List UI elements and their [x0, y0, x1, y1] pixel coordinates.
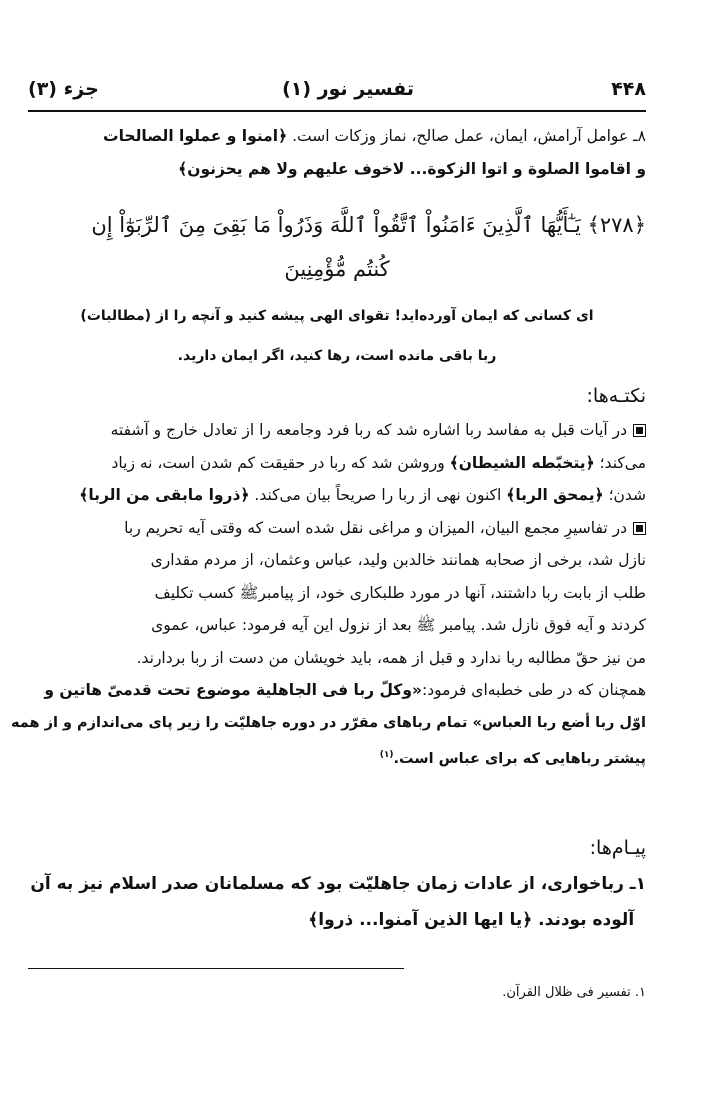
message-quote: ﴿یا ایها الذین آمنوا... ذروا﴾ [308, 910, 533, 930]
footnote-divider [28, 968, 404, 969]
note-2-line-1 [28, 512, 646, 545]
note-2-line-8 [28, 739, 646, 772]
messages-heading: پیـام‌ها: [589, 837, 646, 859]
note-text: شدن؛ [608, 486, 646, 504]
message-text: آلوده بودند. [538, 910, 635, 930]
note-quote: «وکلّ ربا فی الجاهلیة موضوع تحت قدمیّ هاتین و [44, 681, 422, 699]
notes-heading: نکتـه‌ها: [586, 385, 646, 407]
note-text: اکنون نهی از ربا را صریحاً بیان می‌کند. [254, 486, 502, 504]
item-8 [28, 120, 646, 186]
note-quote: ﴿یتخبّطه الشیطان﴾ [449, 453, 595, 472]
note-text: همچنان که در طی خطبه‌ای فرمود: [421, 681, 646, 699]
note-text: پیشتر رباهایی که برای عباس است. [393, 750, 646, 767]
translation-line-2: ربا باقی مانده است، رها کنید، اگر ایمان دارید. [177, 348, 497, 364]
note-2-line-6 [28, 674, 646, 707]
verse-line-1: ﴿۲۷۸﴾ یَـٰٓأَیُّهَا ٱلَّذِینَ ءَامَنُواْ ٱتَّقُواْ ٱللَّهَ وَذَرُواْ مَا بَقِیَ مِنَ ٱلرِّبَوٰٓاْ إِن [91, 213, 646, 237]
item-8-line-2: و اقاموا الصلوة و اتوا الزکوة... لاخوف علیهم ولا هم یحزنون﴾ [178, 160, 646, 178]
page [11, 0, 646, 1109]
notes-section [11, 378, 646, 772]
note-2-line-3: طلب از بابت ربا داشتند، آنها در مورد طلبکاری خود، از پیامبرﷺ کسب تکلیف [154, 583, 646, 602]
page-number: ۴۴۸ [611, 78, 646, 100]
message-1-line-2 [28, 902, 646, 938]
message-1-line-1: ۱ـ رباخواری، از عادات زمان جاهلیّت بود که مسلمانان صدر اسلام نیز به آن [30, 874, 646, 894]
note-quote: ﴿یمحق الربا﴾ [506, 486, 604, 504]
part-number: جزء (۳) [28, 78, 99, 100]
running-header [28, 78, 646, 108]
footnote-reference[interactable]: (۱) [379, 750, 394, 760]
verse-translation [28, 296, 646, 376]
messages-section [28, 830, 646, 938]
footnote: ۱. تفسیر فی ظلال القرآن. [502, 985, 646, 1000]
item-8-text: ۸ـ عوامل آرامش، ایمان، عمل صالح، نماز وزکات است. [292, 127, 646, 145]
note-1-line-2 [28, 447, 646, 480]
book-title: تفسیر نور (۱) [282, 78, 414, 100]
note-quote: ﴿ذروا مابقی من الربا﴾ [79, 486, 250, 504]
note-2-line-2: نازل شد، برخی از صحابه همانند خالدبن ولید، عباس وعثمان، از مردم مقداری [150, 551, 646, 569]
translation-line-1: ای کسانی که ایمان آورده‌اید! تقوای الهی پیشه کنید و آنچه را از (مطالبات) [80, 308, 594, 324]
note-2-line-7: اوّل ربا أضع ربا العباس» تمام رباهای مقرّر در دوره جاهلیّت را زیر پای می‌اندازم و از همه [11, 714, 646, 731]
header-divider [28, 110, 646, 112]
square-bullet-icon [633, 424, 646, 437]
quran-verse [28, 203, 646, 291]
note-text: در تفاسیرِ مجمع البیان، المیزان و مراغی نقل شده است که وقتی آیه تحریم ربا [124, 518, 627, 537]
note-2-line-4: کردند و آیه فوق نازل شد. پیامبر ﷺ بعد از نزول این آیه فرمود: عباس، عموی [151, 616, 646, 634]
note-2-line-5: من نیز حقّ مطالبه ربا ندارد و قبل از همه، باید خویشان من دست از ربا بردارند. [136, 648, 646, 667]
note-text: می‌کند؛ [599, 453, 646, 472]
note-text: در آیات قبل به مفاسد ربا اشاره شد که ربا فرد وجامعه را از تعادل خارج و آشفته [110, 421, 627, 439]
item-8-line-1 [28, 120, 646, 153]
note-1-line-1 [28, 414, 646, 447]
verse-line-2: كُنتُم مُّؤْمِنِینَ [284, 257, 390, 281]
item-8-quote: ﴿امنوا و عملوا الصالحات [103, 127, 288, 145]
note-text: وروشن شد که ربا در حقیقت کم شدن است، نه زیاد [111, 453, 445, 472]
square-bullet-icon [633, 522, 646, 535]
note-1-line-3 [28, 479, 646, 512]
